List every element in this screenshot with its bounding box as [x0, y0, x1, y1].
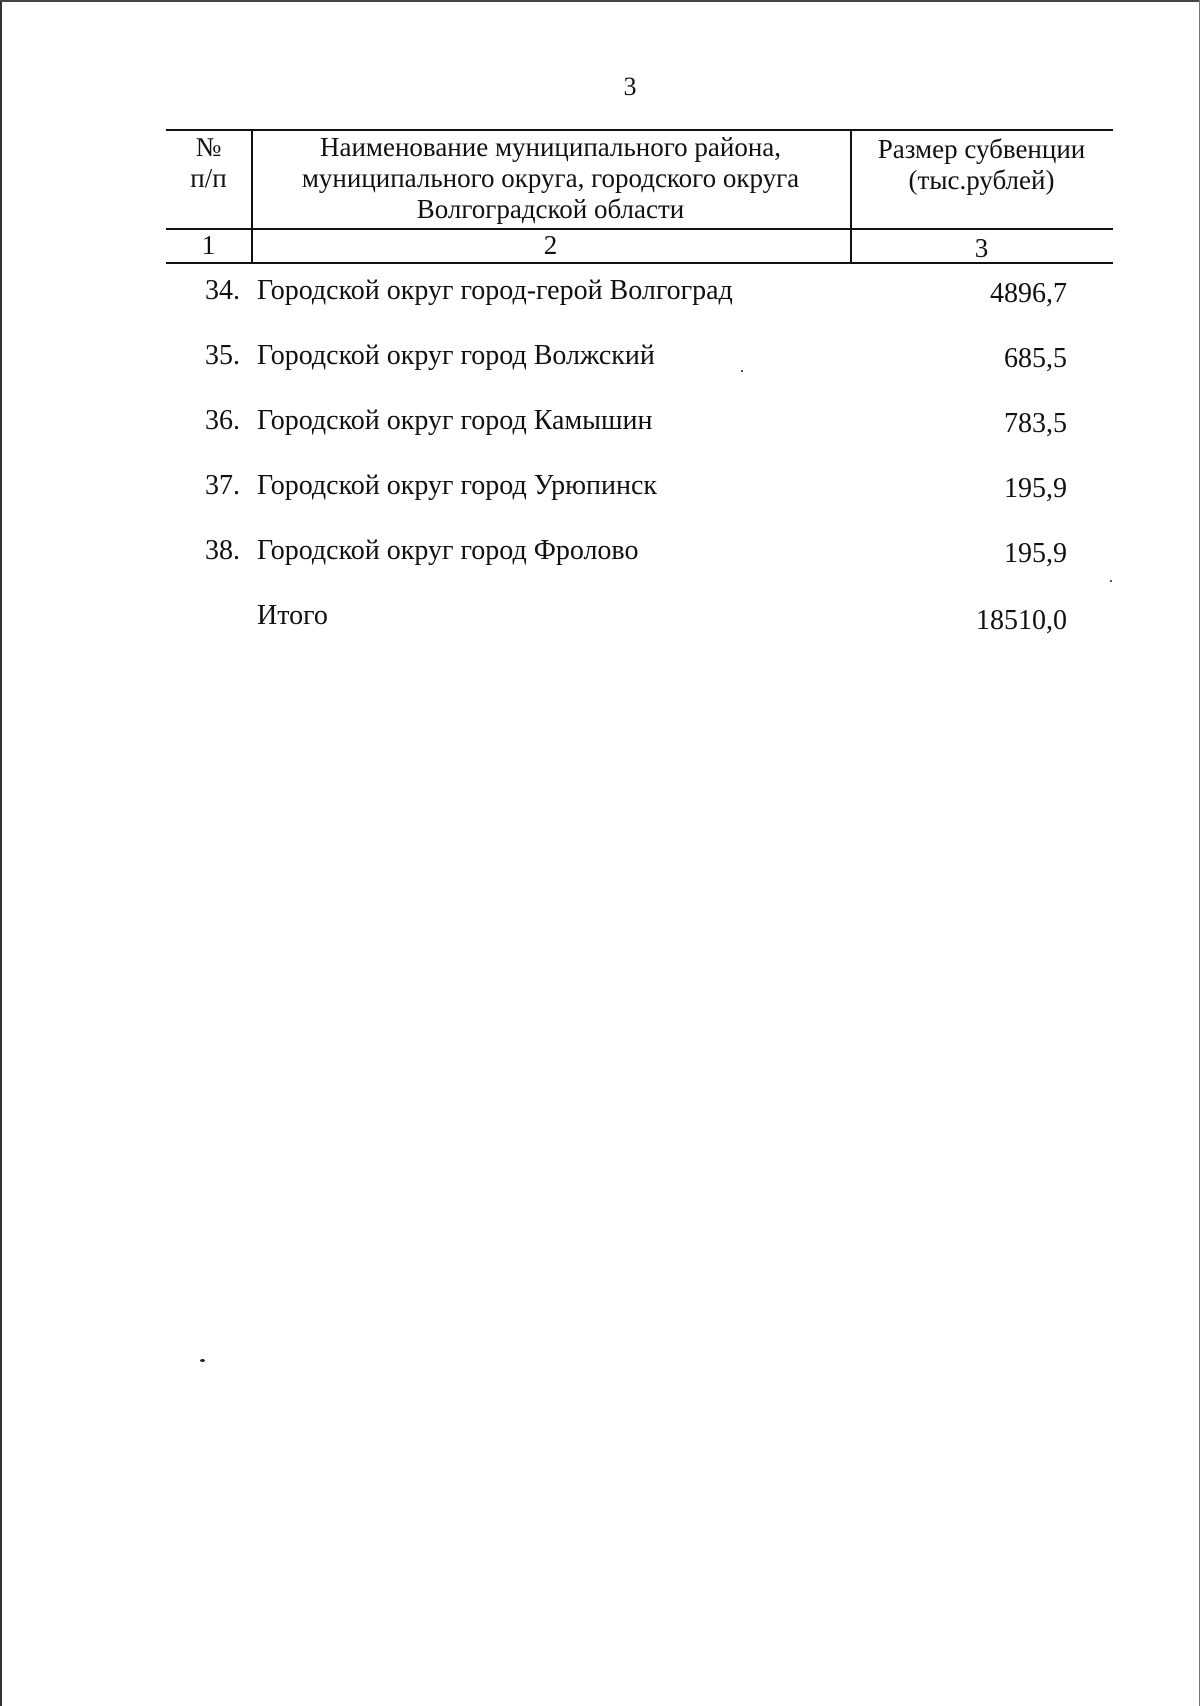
scan-speck: [741, 370, 743, 372]
row-value: 195,9: [1004, 538, 1067, 569]
table-row: [0, 271, 1200, 311]
total-label: Итого: [257, 600, 328, 631]
total-value: 18510,0: [976, 605, 1067, 636]
row-value: 783,5: [1004, 408, 1067, 439]
row-value: 4896,7: [990, 278, 1067, 309]
scan-speck: [1110, 580, 1112, 582]
header-col-subvention-line-1: Размер субвенции: [877, 134, 1086, 164]
row-name: Городской округ город Волжский: [257, 340, 655, 371]
row-value: 195,9: [1004, 473, 1067, 504]
total-row: [0, 596, 1200, 636]
header-col-number: [166, 132, 251, 194]
row-value: 685,5: [1004, 343, 1067, 374]
header-col-subvention-line-2: (тыс.рублей): [908, 165, 1055, 195]
header-col-name-line-2: муниципального округа, городского округа: [301, 163, 800, 193]
row-number: 38.: [205, 535, 240, 566]
row-number: 34.: [205, 275, 240, 306]
header-col-name-line-1: Наименование муниципального района,: [319, 132, 782, 162]
row-number: 35.: [205, 340, 240, 371]
row-number: 36.: [205, 405, 240, 436]
table-row: [0, 401, 1200, 441]
header-col-name-line-3: Волгоградской области: [416, 194, 685, 224]
scan-speck: [200, 1359, 205, 1362]
row-name: Городской округ город Камышин: [257, 405, 653, 436]
header-col-name: [251, 132, 850, 225]
row-number: 37.: [205, 470, 240, 501]
column-number-3: 3: [974, 233, 989, 263]
table-row: [0, 336, 1200, 376]
scan-edge-left: [0, 0, 2, 1706]
page-number: 3: [623, 72, 637, 101]
column-number-2: 2: [543, 230, 558, 260]
header-col-subvention: [850, 134, 1113, 196]
column-number-1: 1: [201, 230, 216, 260]
row-name: Городской округ город-герой Волгоград: [257, 275, 733, 306]
header-col-number-line-2: п/п: [190, 163, 227, 193]
table-row: [0, 466, 1200, 506]
header-top-rule: [166, 129, 1113, 131]
table-row: [0, 531, 1200, 571]
scan-edge-top: [0, 0, 1200, 2]
row-name: Городской округ город Урюпинск: [257, 470, 657, 501]
header-col-number-line-1: №: [195, 132, 222, 162]
row-name: Городской округ город Фролово: [257, 535, 639, 566]
